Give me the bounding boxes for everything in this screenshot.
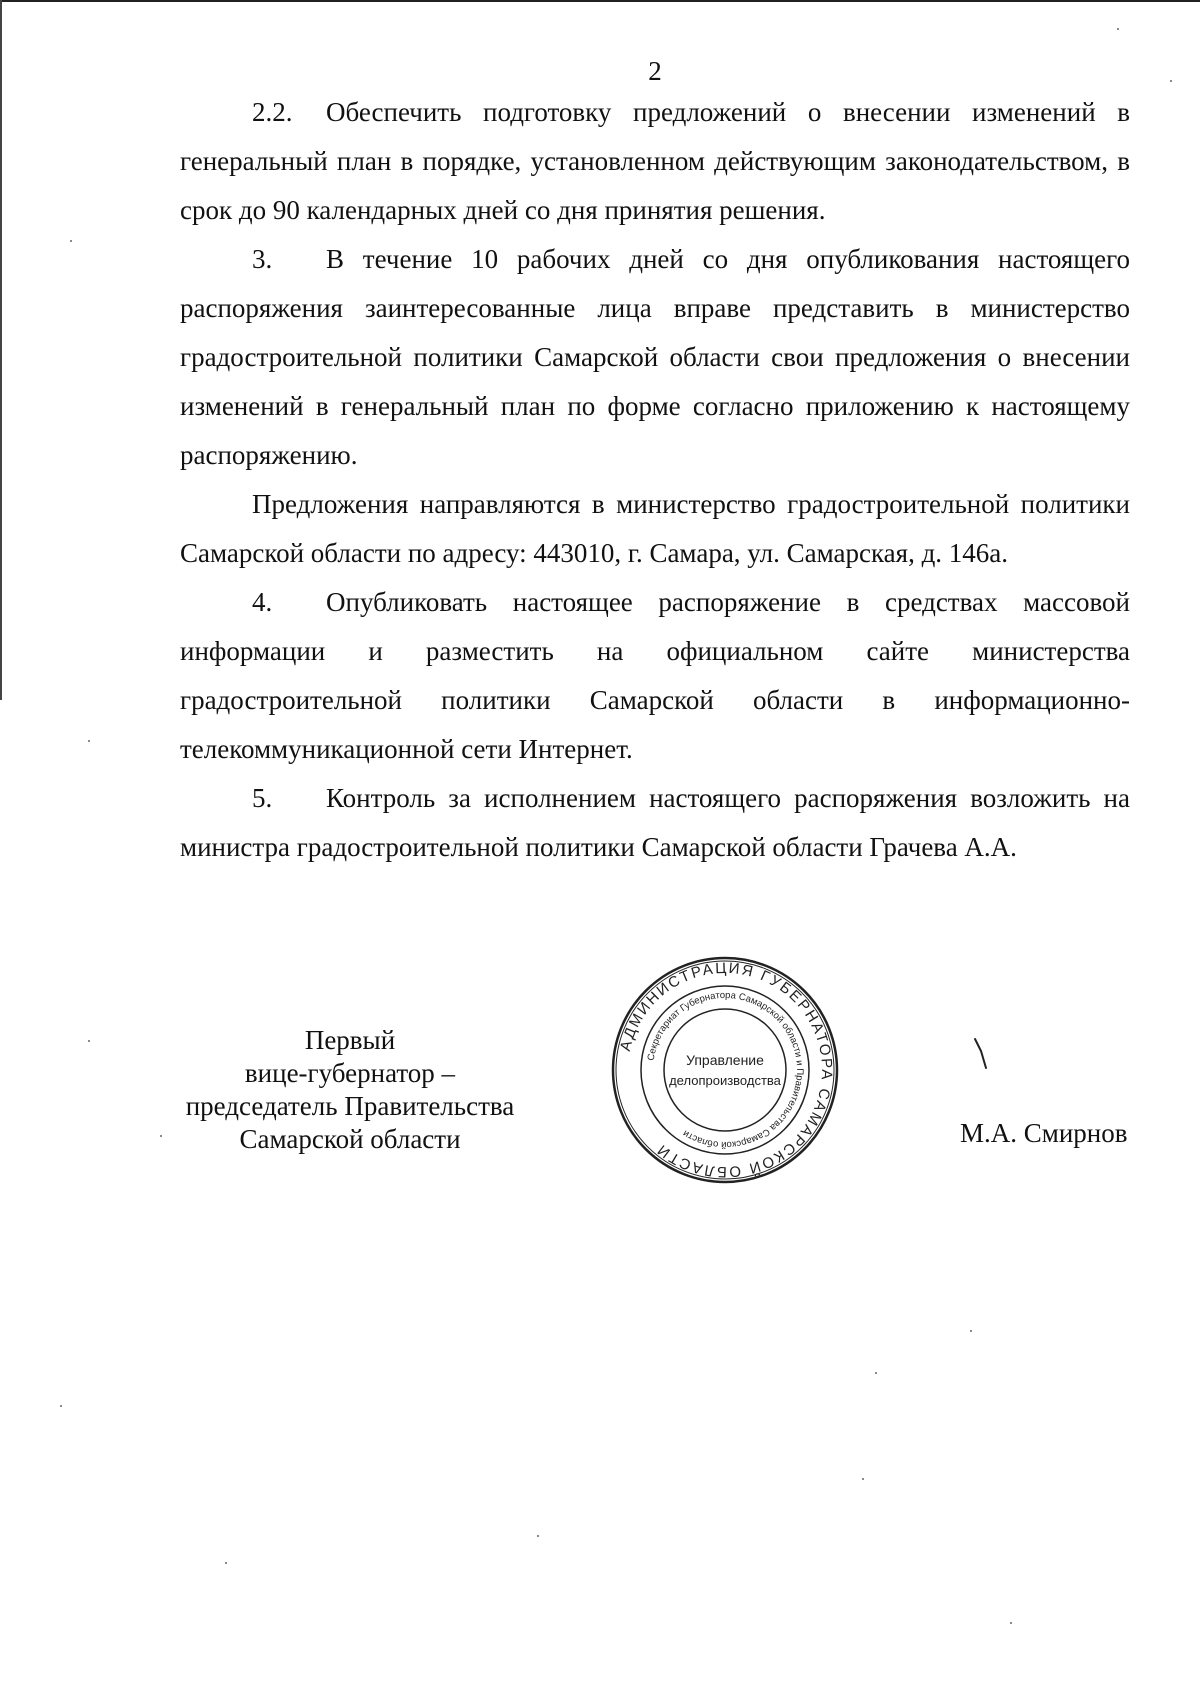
paragraph-text: Обеспечить подготовку предложений о внесении изменений в генеральный план в порядке, установленном действующим законодательством, в срок до 90 календарных дней со дня принятия решения. (180, 97, 1130, 225)
paragraph-number: 4. (252, 587, 273, 617)
paragraph-4 (180, 578, 1130, 774)
scan-speck (88, 740, 90, 742)
stamp-center-line-2: делопроизводства (669, 1073, 781, 1088)
page-number: 2 (648, 56, 662, 86)
scan-border-top (0, 0, 1200, 2)
position-line: Самарской области (239, 1124, 461, 1154)
paragraph-text: Контроль за исполнением настоящего распоряжения возложить на министра градостроительной политики Самарской области Грачева А.А. (180, 783, 1130, 862)
scan-speck (875, 1372, 877, 1374)
svg-text:Секретариат Губернатора Самарс (646, 990, 805, 1150)
paragraph-3-address (180, 480, 1130, 578)
scan-speck (537, 1535, 539, 1537)
stamp-outer-text: АДМИНИСТРАЦИЯ ГУБЕРНАТОРА САМАРСКОЙ ОБЛАСТИ (616, 959, 836, 1181)
position-line: председатель Правительства (185, 1091, 515, 1121)
scan-speck (1117, 28, 1119, 30)
paragraph-text: В течение 10 рабочих дней со дня опубликования настоящего распоряжения заинтересованные лица вправе представить в министерство градостроительной политики Самарской области свои предложения о внесении изменений в генеральный план по форме согласно приложению к настоящему распоряжению. (180, 244, 1130, 470)
paragraph-number: 3. (252, 244, 273, 274)
signer-name: М.А. Смирнов (960, 1118, 1128, 1148)
scan-speck (225, 1562, 227, 1564)
scan-speck (70, 240, 72, 242)
paragraph-text: Опубликовать настоящее распоряжение в средствах массовой информации и разместить на официальном сайте министерства градостроительной политики Самарской области в информационно-телекоммуникационной сети Интернет. (180, 587, 1130, 764)
stamp-inner-text: Секретариат Губернатора Самарской области и Правительства Самарской области (645, 989, 806, 1151)
scan-speck (970, 1330, 972, 1332)
stamp-center-line-1: Управление (686, 1052, 764, 1068)
scan-border-left (0, 0, 2, 700)
paragraph-2-2 (180, 88, 1130, 235)
scan-speck (60, 1405, 62, 1407)
paragraph-text: Предложения направляются в министерство градостроительной политики Самарской области по адресу: 443010, г. Самара, ул. Самарская, д. 146а. (180, 489, 1130, 568)
scan-speck (1010, 1622, 1012, 1624)
signatory-position (170, 1024, 530, 1156)
handwritten-signature (972, 1037, 992, 1071)
scan-speck (1170, 80, 1172, 82)
document-body (180, 88, 1130, 872)
paragraph-5 (180, 774, 1130, 872)
scan-speck (862, 1478, 864, 1480)
position-line: вице-губернатор – (244, 1058, 456, 1088)
position-line: Первый (304, 1025, 396, 1055)
paragraph-number: 5. (252, 783, 273, 813)
official-stamp (610, 955, 840, 1185)
scan-speck (88, 1040, 90, 1042)
paragraph-number: 2.2. (252, 97, 293, 127)
paragraph-3 (180, 235, 1130, 480)
scan-speck (160, 1135, 162, 1137)
